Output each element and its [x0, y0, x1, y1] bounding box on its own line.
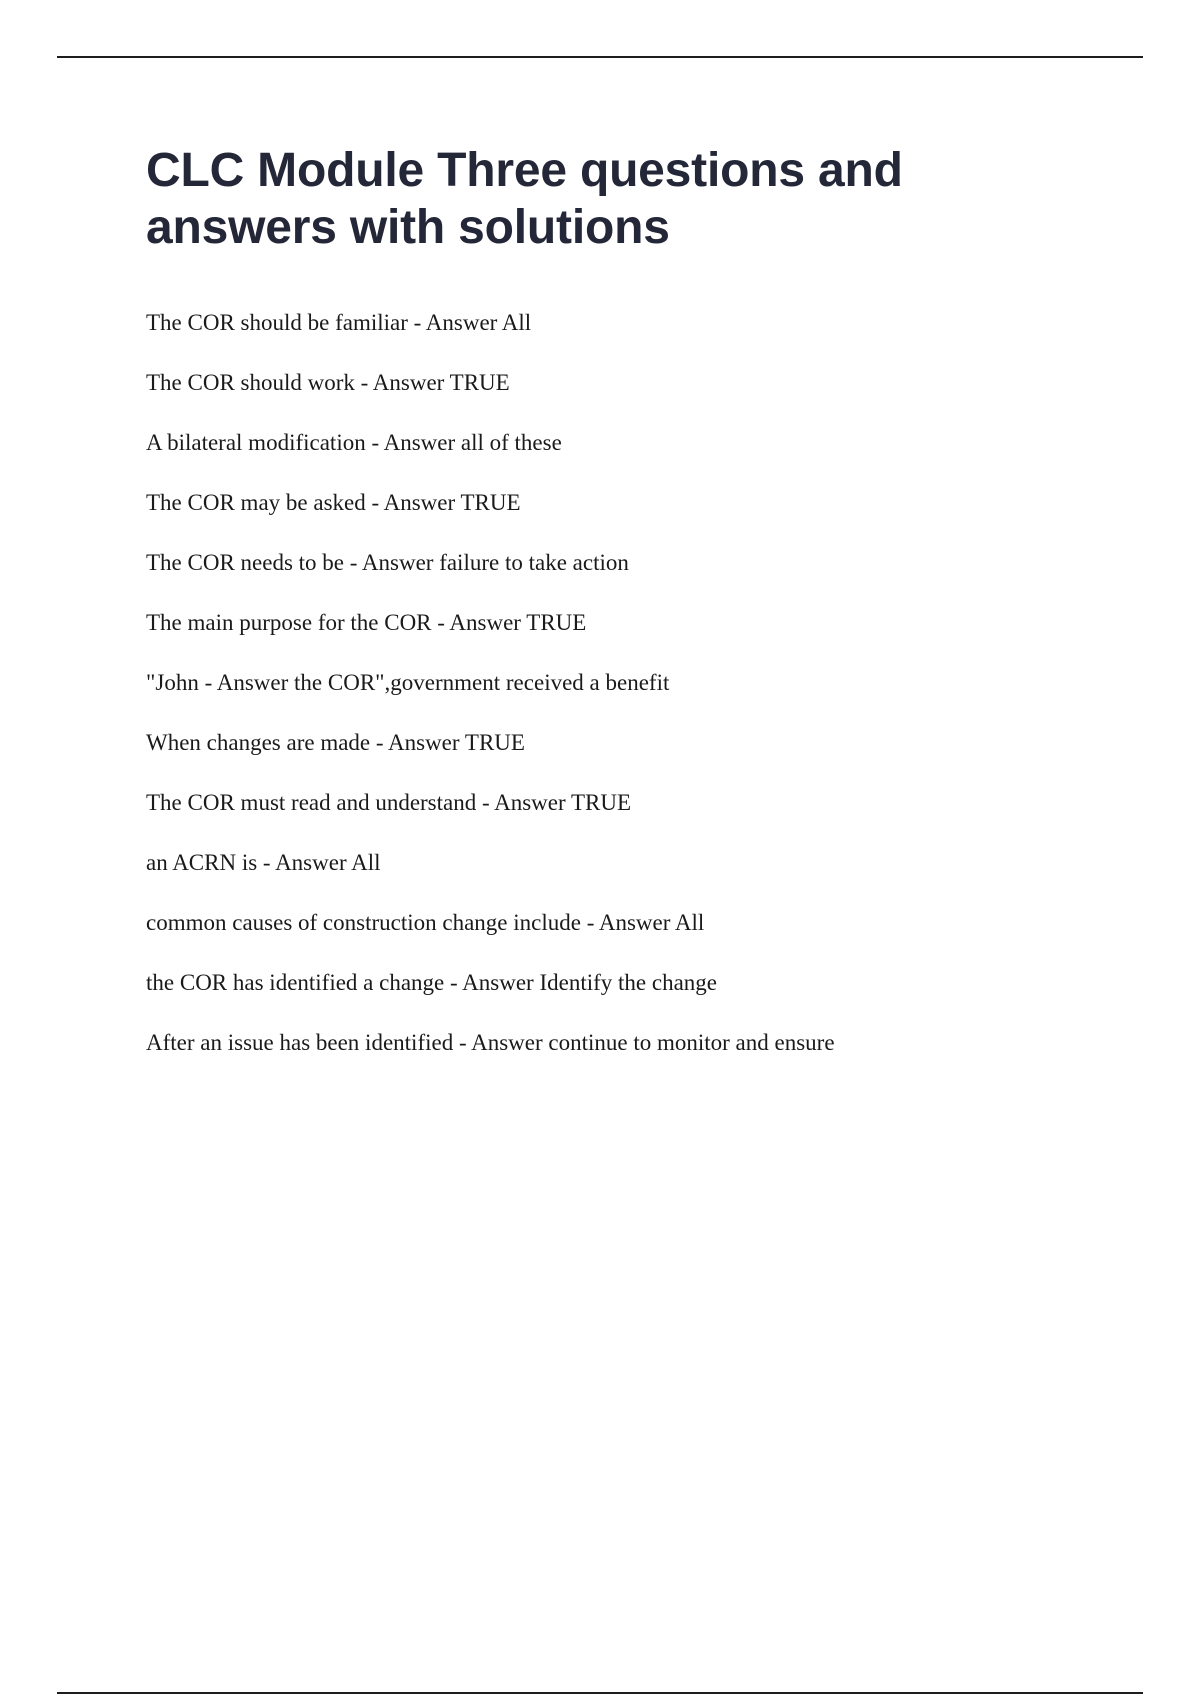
document-title: CLC Module Three questions and answers with solutions — [146, 144, 903, 254]
qa-item: The main purpose for the COR - Answer TRUE — [146, 610, 587, 635]
qa-item: After an issue has been identified - Answer continue to monitor and ensure — [146, 1030, 835, 1055]
qa-item: "John - Answer the COR",government received a benefit — [146, 670, 670, 695]
qa-item: When changes are made - Answer TRUE — [146, 730, 525, 755]
qa-item: The COR should be familiar - Answer All — [146, 310, 532, 335]
qa-item: A bilateral modification - Answer all of these — [146, 430, 562, 455]
top-divider — [57, 56, 1143, 58]
qa-list — [146, 309, 835, 1089]
qa-item: the COR has identified a change - Answer Identify the change — [146, 970, 717, 995]
bottom-divider — [57, 1692, 1143, 1694]
qa-item: The COR must read and understand - Answer TRUE — [146, 790, 632, 815]
qa-item: The COR may be asked - Answer TRUE — [146, 490, 521, 515]
qa-item: The COR should work - Answer TRUE — [146, 370, 510, 395]
qa-item: an ACRN is - Answer All — [146, 850, 381, 875]
qa-item: The COR needs to be - Answer failure to take action — [146, 550, 629, 575]
qa-item: common causes of construction change include - Answer All — [146, 910, 705, 935]
